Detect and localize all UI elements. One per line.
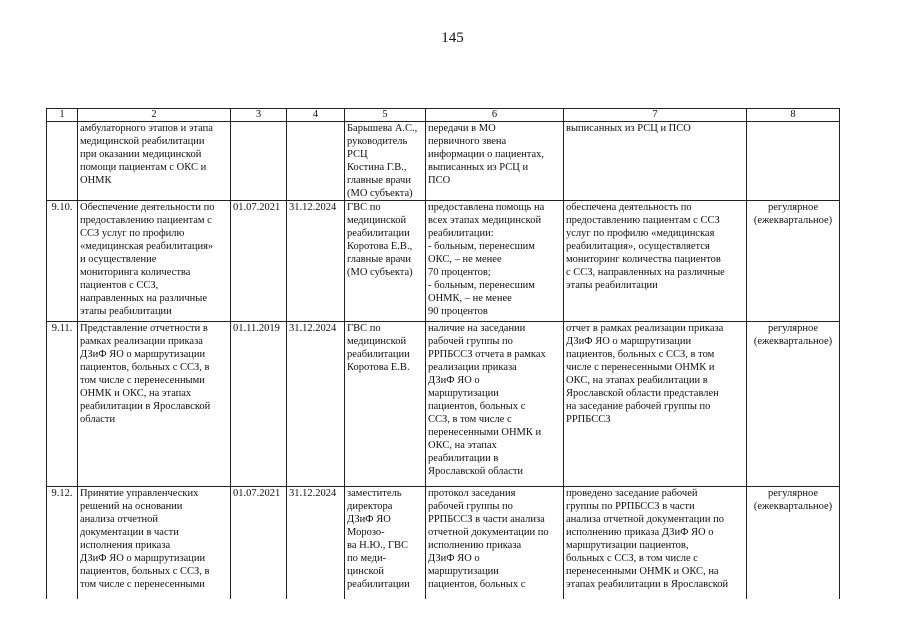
row-number: 9.11. <box>47 322 78 487</box>
column-number: 2 <box>78 109 231 122</box>
frequency-cell: регулярное (ежеквартальное) <box>747 322 840 487</box>
column-number: 3 <box>231 109 287 122</box>
frequency-cell: регулярное (ежеквартальное) <box>747 487 840 599</box>
result-cell: выписанных из РСЦ и ПСО <box>564 122 747 201</box>
result-cell: проведено заседание рабочей группы по РРПБССЗ в части анализа отчетной документации по исполнению приказа ДЗиФ ЯО о маршрутизации пациентов, больных с ССЗ, в том числе с перенесенными ОНМК и ОКС, на этапах реабилитации в Ярославской <box>564 487 747 599</box>
responsible-cell: заместитель директора ДЗиФ ЯО Морозо- ва Н.Ю., ГВС по меди- цинской реабилитации <box>345 487 426 599</box>
frequency-cell <box>747 122 840 201</box>
responsible-cell: ГВС по медицинской реабилитации Коротова Е.В., главные врачи (МО субъекта) <box>345 201 426 322</box>
column-number: 4 <box>287 109 345 122</box>
table-row <box>47 201 840 322</box>
end-date-cell <box>287 122 345 201</box>
end-date-cell: 31.12.2024 <box>287 322 345 487</box>
indicator-cell: предоставлена помощь на всех этапах медицинской реабилитации: - больным, перенесшим ОКС, – не менее 70 процентов; - больным, перенесшим ОНМК, – не менее 90 процентов <box>426 201 564 322</box>
table-row <box>47 487 840 599</box>
column-number: 8 <box>747 109 840 122</box>
responsible-cell: ГВС по медицинской реабилитации Коротова Е.В. <box>345 322 426 487</box>
start-date-cell: 01.11.2019 <box>231 322 287 487</box>
measures-table <box>46 108 840 599</box>
table-row <box>47 322 840 487</box>
column-number: 7 <box>564 109 747 122</box>
indicator-cell: передачи в МО первичного звена информации о пациентах, выписанных из РСЦ и ПСО <box>426 122 564 201</box>
column-number: 1 <box>47 109 78 122</box>
end-date-cell: 31.12.2024 <box>287 201 345 322</box>
frequency-cell: регулярное (ежеквартальное) <box>747 201 840 322</box>
column-number-row <box>47 109 840 122</box>
end-date-cell: 31.12.2024 <box>287 487 345 599</box>
start-date-cell: 01.07.2021 <box>231 487 287 599</box>
row-number <box>47 122 78 201</box>
responsible-cell: Барышева А.С., руководитель РСЦ Костина Г.В., главные врачи (МО субъекта) <box>345 122 426 201</box>
start-date-cell <box>231 122 287 201</box>
indicator-cell: наличие на заседании рабочей группы по РРПБССЗ отчета в рамках реализации приказа ДЗиФ ЯО о маршрутизации пациентов, больных с ССЗ, в том числе с перенесенными ОНМК и ОКС, на этапах реабилитации в Ярославской области <box>426 322 564 487</box>
start-date-cell: 01.07.2021 <box>231 201 287 322</box>
result-cell: обеспечена деятельность по предоставлению пациентам с ССЗ услуг по профилю «медицинская реабилитация», осуществляется мониторинг количества пациентов с ССЗ, направленных на различные этапы реабилитации <box>564 201 747 322</box>
row-number: 9.12. <box>47 487 78 599</box>
result-cell: отчет в рамках реализации приказа ДЗиФ ЯО о маршрутизации пациентов, больных с ССЗ, в том числе с перенесенными ОНМК и ОКС, на этапах реабилитации в Ярославской области представлен на заседание рабочей группы по РРПБССЗ <box>564 322 747 487</box>
indicator-cell: протокол заседания рабочей группы по РРПБССЗ в части анализа отчетной документации по исполнению приказа ДЗиФ ЯО о маршрутизации пациентов, больных с <box>426 487 564 599</box>
table-row <box>47 122 840 201</box>
row-number: 9.10. <box>47 201 78 322</box>
task-cell: Принятие управленческих решений на основании анализа отчетной документации в части исполнения приказа ДЗиФ ЯО о маршрутизации пациентов, больных с ССЗ, в том числе с перенесенными <box>78 487 231 599</box>
task-cell: Представление отчетности в рамках реализации приказа ДЗиФ ЯО о маршрутизации пациентов, больных с ССЗ, в том числе с перенесенными ОНМК и ОКС, на этапах реабилитации в Ярославской области <box>78 322 231 487</box>
page-number: 145 <box>441 30 464 46</box>
task-cell: Обеспечение деятельности по предоставлению пациентам с ССЗ услуг по профилю «медицинская реабилитация» и осуществление мониторинга количества пациентов с ССЗ, направленных на различные этапы реабилитации <box>78 201 231 322</box>
task-cell: амбулаторного этапов и этапа медицинской реабилитации при оказании медицинской помощи пациентам с ОКС и ОНМК <box>78 122 231 201</box>
column-number: 6 <box>426 109 564 122</box>
column-number: 5 <box>345 109 426 122</box>
